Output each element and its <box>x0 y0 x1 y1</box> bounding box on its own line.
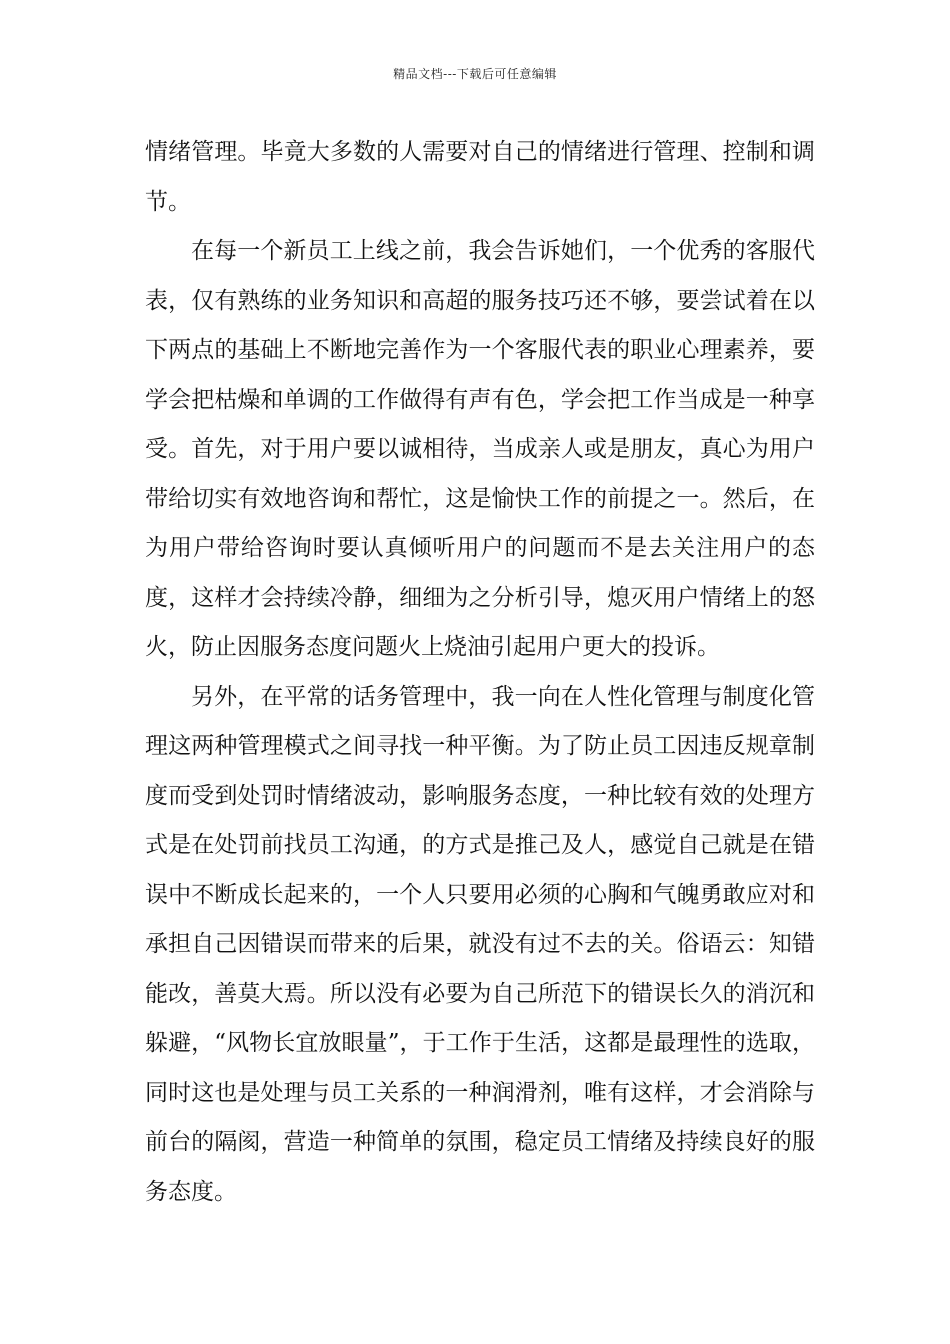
document-body <box>145 128 815 1217</box>
paragraph-new-employee: 在每一个新员工上线之前，我会告诉她们，一个优秀的客服代表，仅有熟练的业务知识和高超的服务技巧还不够，要尝试着在以下两点的基础上不断地完善作为一个客服代表的职业心理素养，要学会把枯燥和单调的工作做得有声有色，学会把工作当成是一种享受。首先，对于用户要以诚相待，当成亲人或是朋友，真心为用户带给切实有效地咨询和帮忙，这是愉快工作的前提之一。然后，在为用户带给咨询时要认真倾听用户的问题而不是去关注用户的态度，这样才会持续冷静，细细为之分析引导，熄灭用户情绪上的怒火，防止因服务态度问题火上烧油引起用户更大的投诉。 <box>145 238 815 660</box>
page-header: 精品文档---下载后可任意编辑 <box>393 67 557 81</box>
paragraph-continuation: 情绪管理。毕竟大多数的人需要对自己的情绪进行管理、控制和调节。 <box>145 139 815 215</box>
paragraph-management: 另外，在平常的话务管理中，我一向在人性化管理与制度化管理这两种管理模式之间寻找一种平衡。为了防止员工因违反规章制度而受到处罚时情绪波动，影响服务态度，一种比较有效的处理方式是在处罚前找员工沟通，的方式是推己及人，感觉自己就是在错误中不断成长起来的，一个人只要用必须的心胸和气魄勇敢应对和承担自己因错误而带来的后果，就没有过不去的关。俗语云：知错能改，善莫大焉。所以没有必要为自己所范下的错误长久的消沉和躲避，“风物长宜放眼量”，于工作于生活，这都是最理性的选取，同时这也是处理与员工关系的一种润滑剂，唯有这样，才会消除与前台的隔阂，营造一种简单的氛围，稳定员工情绪及持续良好的服务态度。 <box>145 683 815 1205</box>
